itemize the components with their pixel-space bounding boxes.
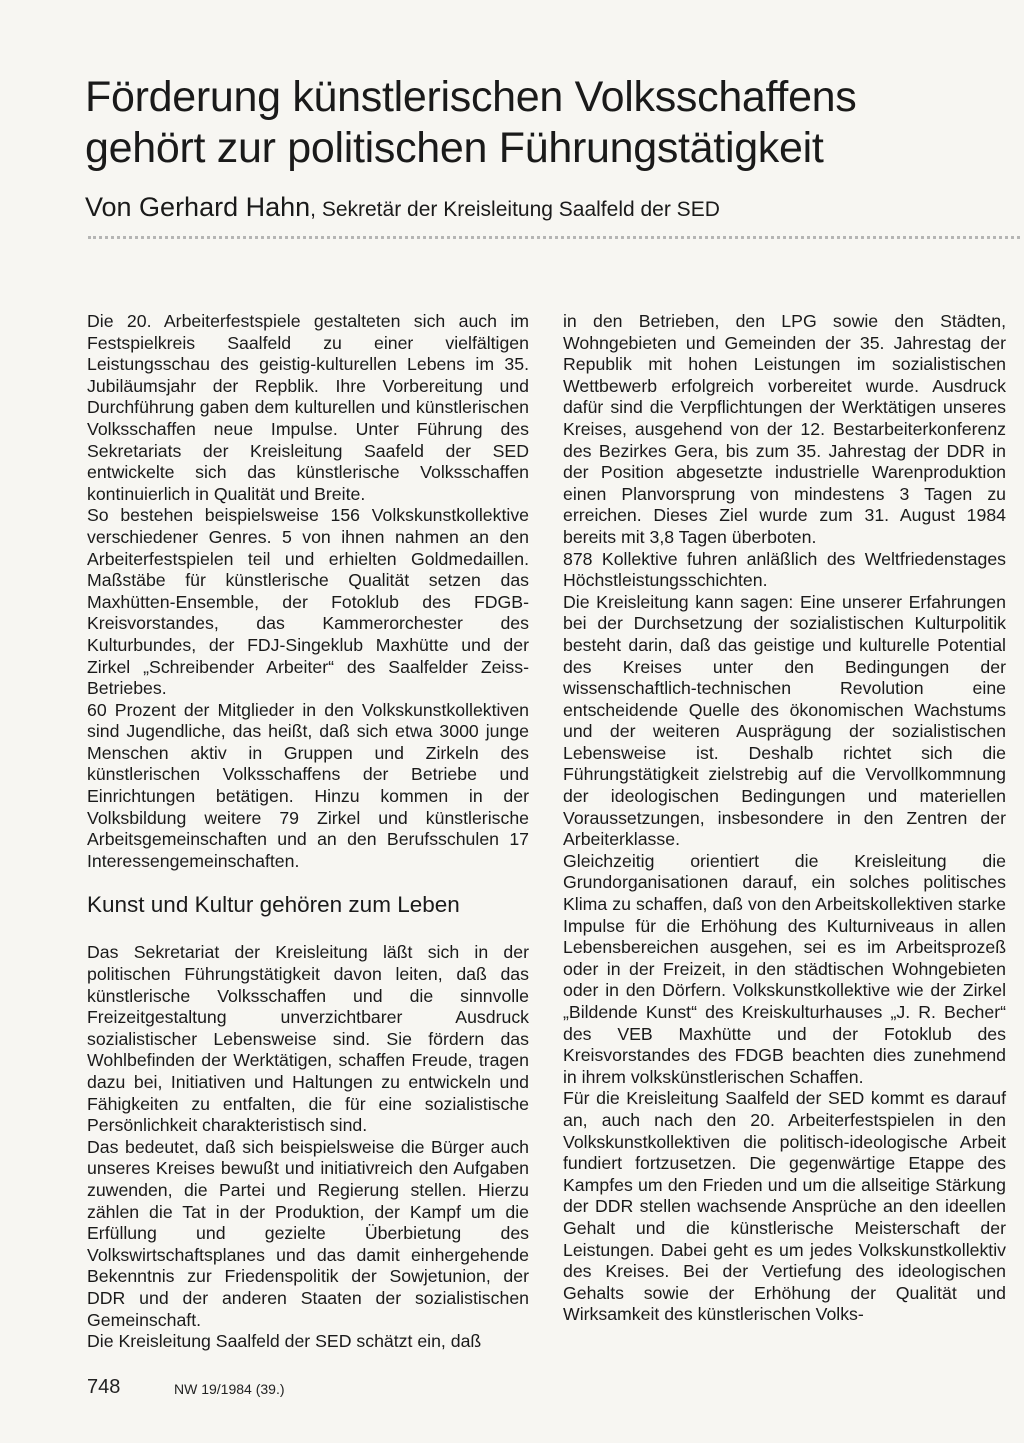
byline-role: , Sekretär der Kreisleitung Saalfeld der SED [310,198,720,221]
byline-author: Von Gerhard Hahn [85,192,311,222]
article-title [85,72,965,174]
paragraph: Die Kreisleitung Saalfeld der SED schätzt ein, daß [87,1331,482,1352]
paragraph: Gleichzeitig orientiert die Kreisleitung die Grundorganisationen darauf, ein solches politisches Klima zu schaffen, daß von den Arbeitskollektiven starke Impulse für die Erhöhung des Kulturniveaus in allen Lebensbereichen ausgehen, sei es im Arbeitsprozeß oder in der Freizeit, in den städtischen Wohngebieten oder in den Dörfern. Volkskunstkollektive wie der Zirkel „Bildende Kunst“ des Kreiskulturhauses „J. R. Becher“ des VEB Maxhütte und der Fotoklub des Kreisvorstandes des FDGB beachten dies zunehmend in ihrem volkskünstlerischen Schaffen. [563,850,1006,1087]
page-number: 748 [87,1376,121,1398]
paragraph: Die Kreisleitung kann sagen: Eine unserer Erfahrungen bei der Durchsetzung der sozialistischen Kulturpolitik besteht darin, daß das geistige und kulturelle Potential des Kreises unter den Bedingungen der wissenschaftlich-technischen Revolution eine entscheidende Quelle des ökonomischen Wachstums und der weiteren Ausprägung der sozialistischen Lebensweise ist. Deshalb richtet sich die Führungstätigkeit zielstrebig auf die Vervollkommnung der ideologischen Bedingungen und materiellen Voraussetzungen, insbesondere in den Zentren der Arbeiterklasse. [563,591,1006,850]
title-line-1: Förderung künstlerischen Volksschaffens [85,73,857,121]
paragraph: Die 20. Arbeiterfestspiele gestalteten sich auch im Festspielkreis Saalfeld zu einer vielfältigen Leistungsschau des geistig-kulturellen Lebens im 35. Jubiläumsjahr der Repblik. Ihre Vorbereitung und Durchführung gaben dem kulturellen und künstlerischen Volksschaffen neue Impulse. Unter Führung des Sekretariats der Kreisleitung Saafeld der SED entwickelte sich das künstlerische Volksschaffen kontinuierlich in Qualität und Breite. [87,311,529,504]
paragraph: 60 Prozent der Mitglieder in den Volkskunstkollektiven sind Jugendliche, das heißt, daß sich etwa 3000 junge Menschen aktiv in Gruppen und Zirkeln des künstlerischen Volksschaffens der Betriebe und Einrichtungen betätigen. Hinzu kommen in der Volksbildung weitere 79 Zirkel und künstlerische Arbeitsgemeinschaften und an den Berufsschulen 17 Interessengemeinschaften. [87,699,529,871]
paragraph: Das bedeutet, daß sich beispielsweise die Bürger auch unseres Kreises bewußt und initiativreich den Aufgaben zuwenden, die Partei und Regierung stellen. Hierzu zählen die Tat in der Produktion, der Kampf um die Erfüllung und gezielte Überbietung des Volkswirtschaftsplanes und das damit einhergehende Bekenntnis zur Friedenspolitik der Sowjetunion, der DDR und der anderen Staaten der sozialistischen Gemeinschaft. [87,1136,529,1330]
title-line-2: gehört zur politischen Führungstätigkeit [85,124,824,172]
paragraph: Für die Kreisleitung Saalfeld der SED kommt es darauf an, auch nach den 20. Arbeiterfestspielen in den Volkskunstkollektiven die politisch-ideologische Arbeit fundiert fortzusetzen. Die gegenwärtige Etappe des Kampfes um den Frieden und um die allseitige Stärkung der DDR stellen wachsende Ansprüche an den ideellen Gehalt und die künstlerische Meisterschaft der Leistungen. Dabei geht es um jedes Volkskunstkollektiv des Kreises. Bei der Vertiefung des ideologischen Gehalts sowie der Erhöhung der Qualität und Wirksamkeit des künstlerischen Volks- [563,1088,1006,1325]
byline [85,192,720,223]
section-heading: Kunst und Kultur gehören zum Leben [87,892,460,918]
paragraph: 878 Kollektive fuhren anläßlich des Weltfriedenstages Höchstleistungsschichten. [563,548,1006,591]
issue-label: NW 19/1984 (39.) [174,1381,285,1397]
paragraph: So bestehen beispielsweise 156 Volkskunstkollektive verschiedener Genres. 5 von ihnen nahmen an den Arbeiterfestspielen teil und erhielten Goldmedaillen. Maßstäbe für künstlerische Qualität setzen das Maxhütten-Ensemble, der Fotoklub des FDGB-Kreisvorstandes, das Kammerorchester des Kulturbundes, der FDJ-Singeklub Maxhütte und der Zirkel „Schreibender Arbeiter“ des Saalfelder Zeiss-Betriebes. [87,505,529,699]
divider [88,236,1020,239]
right-column [563,311,1006,1326]
left-column [87,311,529,1353]
paragraph: Das Sekretariat der Kreisleitung läßt sich in der politischen Führungstätigkeit davon leiten, daß das künstlerische Volksschaffen und die sinnvolle Freizeitgestaltung unverzichtbarer Ausdruck sozialistischer Lebensweise sind. Sie fördern das Wohlbefinden der Werktätigen, schaffen Freude, tragen dazu bei, Initiativen und Haltungen zu entwickeln und Fähigkeiten zu entfalten, die für eine sozialistische Persönlichkeit charakteristisch sind. [87,942,529,1136]
paragraph: in den Betrieben, den LPG sowie den Städten, Wohngebieten und Gemeinden der 35. Jahrestag der Republik mit hohen Leistungen im sozialistischen Wettbewerb erfolgreich vorbereitet wurde. Ausdruck dafür sind die Verpflichtungen der Werktätigen unseres Kreises, ausgehend von der 12. Bestarbeiterkonferenz des Bezirkes Gera, bis zum 35. Jahrestag der DDR in der Position abgesetzte industrielle Warenproduktion einen Planvorsprung von mindestens 3 Tagen zu erreichen. Dieses Ziel wurde zum 31. August 1984 bereits mit 3,8 Tagen überboten. [563,311,1006,547]
